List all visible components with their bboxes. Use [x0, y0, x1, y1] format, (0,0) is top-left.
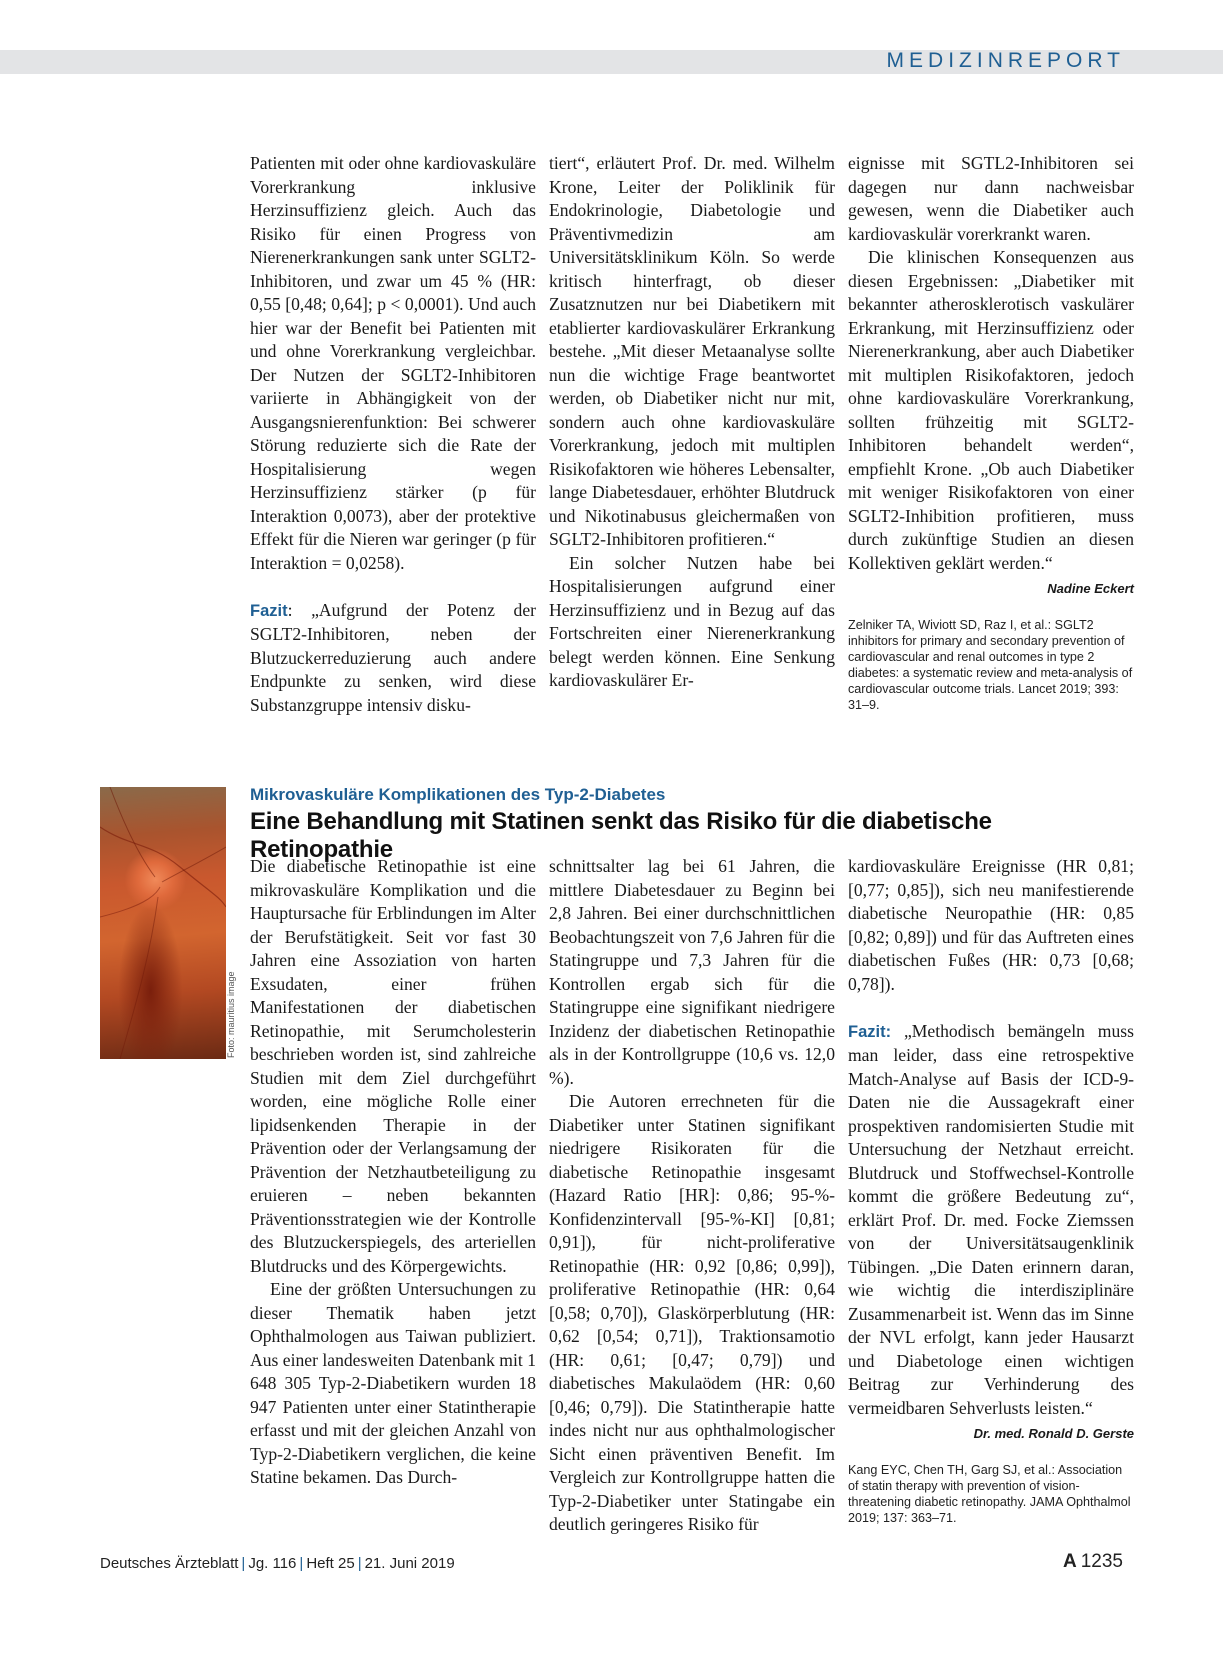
- fazit-paragraph: [250, 599, 536, 718]
- reference: Zelniker TA, Wiviott SD, Raz I, et al.: SGLT2 inhibitors for primary and secondary prevention of cardiovascular and renal outcomes in type 2 diabetes: a systematic review and meta-analysis of cardiovascular outcome trials. Lancet 2019; 393: 31–9.: [848, 617, 1133, 712]
- paragraph: schnittsalter lag bei 61 Jahren, die mittlere Diabetesdauer zu Beginn bei 2,8 Jahren. Bei einer durchschnittlichen Beobachtungszeit von 7,6 Jahren für die Statingruppe und 7,3 Jahren für die Kontrollen ergab sich für die Statingruppe eine signifikant niedrigere Inzidenz der diabetischen Retinopathie als in der Kontrollgruppe (10,6 vs. 12,0 %).: [549, 856, 835, 1088]
- paragraph: Die klinischen Konsequenzen aus diesen Ergebnissen: „Diabetiker mit bekannter atherosklerotisch vaskulärer Erkrankung, mit Herzinsuffizienz oder Nierenerkrankung, aber auch Diabetiker mit multiplen Risikofaktoren, jedoch ohne kardiovaskuläre Vorerkrankung, sollten frühzeitig mit SGLT2-Inhibitoren behandelt werden“, empfiehlt Krone. „Ob auch Diabetiker mit weniger Risikofaktoren von einer SGLT2-Inhibition profitieren, muss durch zukünftige Studien an diesen Kollektiven geklärt werden.“: [848, 247, 1134, 573]
- page-prefix: A: [1062, 1551, 1077, 1572]
- fazit-label: Fazit: [250, 601, 288, 620]
- fazit-paragraph: [848, 1020, 1134, 1421]
- top-article-column-1: [250, 152, 536, 717]
- photo-credit: Foto: mauritius image: [226, 971, 236, 1058]
- fazit-text: „Methodisch bemängeln muss man leider, dass eine retrospektive Match-Analyse auf Basis der ICD-9-Daten nie die Aussagekraft einer prospektiven randomisierten Studie mit Untersuchung der Netzhaut erreicht. Blutdruck und Stoffwechsel-Kontrolle kommt die größere Bedeutung zu“, erklärt Prof. Dr. med. Focke Ziemssen von der Universitätsaugenklinik Tübingen. „Die Daten erinnern daran, wie wichtig die interdisziplinäre Zusammenarbeit ist. Wenn das im Sinne der NVL erfolgt, kann jeder Hausarzt und Diabetologe einen wichtigen Beitrag zur Verhinderung des vermeidbaren Sehverlusts leisten.“: [848, 1020, 1134, 1418]
- fazit-text: : „Aufgrund der Potenz der SGLT2-Inhibitoren, neben der Blutzuckerreduzierung auch andere Endpunkte zu senken, wird diese Substanzgruppe intensiv disku-: [250, 599, 536, 715]
- top-article-column-3: [848, 152, 1134, 713]
- paragraph: kardiovaskuläre Ereignisse (HR 0,81; [0,77; 0,85]), sich neu manifestierende diabetische Neuropathie (HR: 0,85 [0,82; 0,89]) und für das Auftreten eines diabetischen Fußes (HR: 0,73 [0,68; 0,78]).: [848, 856, 1134, 994]
- paragraph: Eine der größten Untersuchungen zu dieser Thematik haben jetzt Ophthalmologen aus Taiwan publiziert. Aus einer landesweiten Datenbank mit 1 648 305 Typ-2-Diabetikern wurden 18 947 Patienten unter einer Statintherapie erfasst und mit der gleichen Anzahl von Typ-2-Diabetikern verglichen, die keine Statine bekamen. Das Durch-: [250, 1279, 536, 1487]
- author-name: Dr. med. Ronald D. Gerste: [973, 1426, 1134, 1441]
- paragraph: Ein solcher Nutzen habe bei Hospitalisierungen aufgrund einer Herzinsuffizienz und in Bezug auf das Fortschreiten einer Nierenerkrankung belegt werden können. Eine Senkung kardiovaskulärer Er-: [549, 552, 835, 690]
- retina-photo: [100, 787, 226, 1059]
- fazit-label: Fazit:: [848, 1022, 892, 1041]
- author-name: Nadine Eckert: [1047, 581, 1134, 596]
- page-number: [1063, 1551, 1123, 1573]
- volume: Jg. 116: [248, 1555, 297, 1572]
- reference: Kang EYC, Chen TH, Garg SJ, et al.: Association of statin therapy with prevention of vision-threatening diabetic retinopathy. JAMA Ophthalmol 2019; 137: 363–71.: [848, 1462, 1131, 1525]
- paragraph: tiert“, erläutert Prof. Dr. med. Wilhelm Krone, Leiter der Poliklinik für Endokrinologie, Diabetologie und Präventivmedizin am Universitätsklinikum Köln. So werde kritisch hinterfragt, ob dieser Zusatznutzen nur bei Diabetikern mit etablierter kardiovaskulärer Erkrankung bestehe. „Mit dieser Metaanalyse sollte nun die wichtige Frage beantwortet werden, ob Diabetiker nicht nur mit, sondern auch ohne kardiovaskuläre Vorerkrankung, jedoch mit multiplen Risikofaktoren wie höheres Lebensalter, lange Diabetesdauer, erhöhter Blutdruck und Nikotinabusus gleichermaßen von SGLT2-Inhibitoren profitieren.“: [549, 153, 835, 549]
- journal-name: Deutsches Ärzteblatt: [100, 1555, 239, 1572]
- separator: |: [299, 1555, 304, 1572]
- separator: |: [241, 1555, 246, 1572]
- paragraph: Patienten mit oder ohne kardiovaskuläre Vorerkrankung inklusive Herzinsuffizienz gleich. Auch das Risiko für einen Progress von Nierenerkrankungen sank unter SGLT2-Inhibitoren, und zwar um 45 % (HR: 0,55 [0,48; 0,64]; p < 0,0001). Und auch hier war der Benefit bei Patienten mit und ohne Vorerkrankung vergleichbar. Der Nutzen der SGLT2-Inhibitoren variierte in Abhängigkeit von der Ausgangsnierenfunktion: Bei schwerer Störung reduzierte sich die Rate der Hospitalisierung wegen Herzinsuffizienz stärker (p für Interaktion 0,0073), aber der protektive Effekt für die Nieren war geringer (p für Interaktion = 0,0258).: [250, 153, 536, 573]
- bottom-article-column-3: [848, 855, 1134, 1526]
- article-kicker: Mikrovaskuläre Komplikationen des Typ-2-Diabetes: [250, 785, 666, 804]
- issue: Heft 25: [306, 1555, 355, 1572]
- top-article-column-2: [549, 152, 835, 693]
- paragraph: Die diabetische Retinopathie ist eine mikrovaskuläre Komplikation und die Hauptursache für Erblindungen im Alter der Berufstätigkeit. Seit vor fast 30 Jahren eine Assoziation von harten Exsudaten, einer frühen Manifestationen der diabetischen Retinopathie, mit Serumcholesterin beschrieben worden ist, sind zahlreiche Studien mit dem Ziel durchgeführt worden, eine mögliche Rolle einer lipidsenkenden Therapie in der Prävention oder der Verlangsamung der Prävention der Netzhautbeteiligung zu eruieren – neben bekannten Präventionsstrategien wie der Kontrolle des Blutzuckerspiegels, des arteriellen Blutdrucks und des Körpergewichts.: [250, 856, 536, 1276]
- paragraph: Die Autoren errechneten für die Diabetiker unter Statinen signifikant niedrigere Risikoraten für die diabetische Retinopathie insgesamt (Hazard Ratio [HR]: 0,86; 95-%-Konfidenzintervall [95-%-KI] [0,81; 0,91]), für nicht-proliferative Retinopathie (HR: 0,92 [0,86; 0,99]), proliferative Retinopathie (HR: 0,64 [0,58; 0,70]), Glaskörperblutung (HR: 0,62 [0,54; 0,71]), Traktionsamotio (HR: 0,61; [0,47; 0,79]) und diabetisches Makulaödem (HR: 0,60 [0,46; 0,79]). Die Statintherapie hatte indes nicht nur aus ophthalmologischer Sicht einen präventiven Benefit. Im Vergleich zur Kontrollgruppe hatten die Typ-2-Diabetiker unter Statingabe ein deutlich geringeres Risiko für: [549, 1091, 835, 1534]
- section-label: MEDIZINREPORT: [886, 49, 1125, 72]
- page-number-value: 1235: [1080, 1551, 1123, 1572]
- footer-citation: [100, 1555, 455, 1572]
- issue-date: 21. Juni 2019: [364, 1555, 455, 1572]
- bottom-article-column-2: [549, 855, 835, 1537]
- separator: |: [357, 1555, 362, 1572]
- article-headline: Eine Behandlung mit Statinen senkt das Risiko für die diabetische Retinopathie: [250, 808, 992, 863]
- bottom-article-column-1: [250, 855, 536, 1490]
- paragraph: eignisse mit SGTL2-Inhibitoren sei dagegen nur dann nachweisbar gewesen, wenn die Diabetiker auch kardiovaskulär vorerkrankt waren.: [848, 153, 1134, 244]
